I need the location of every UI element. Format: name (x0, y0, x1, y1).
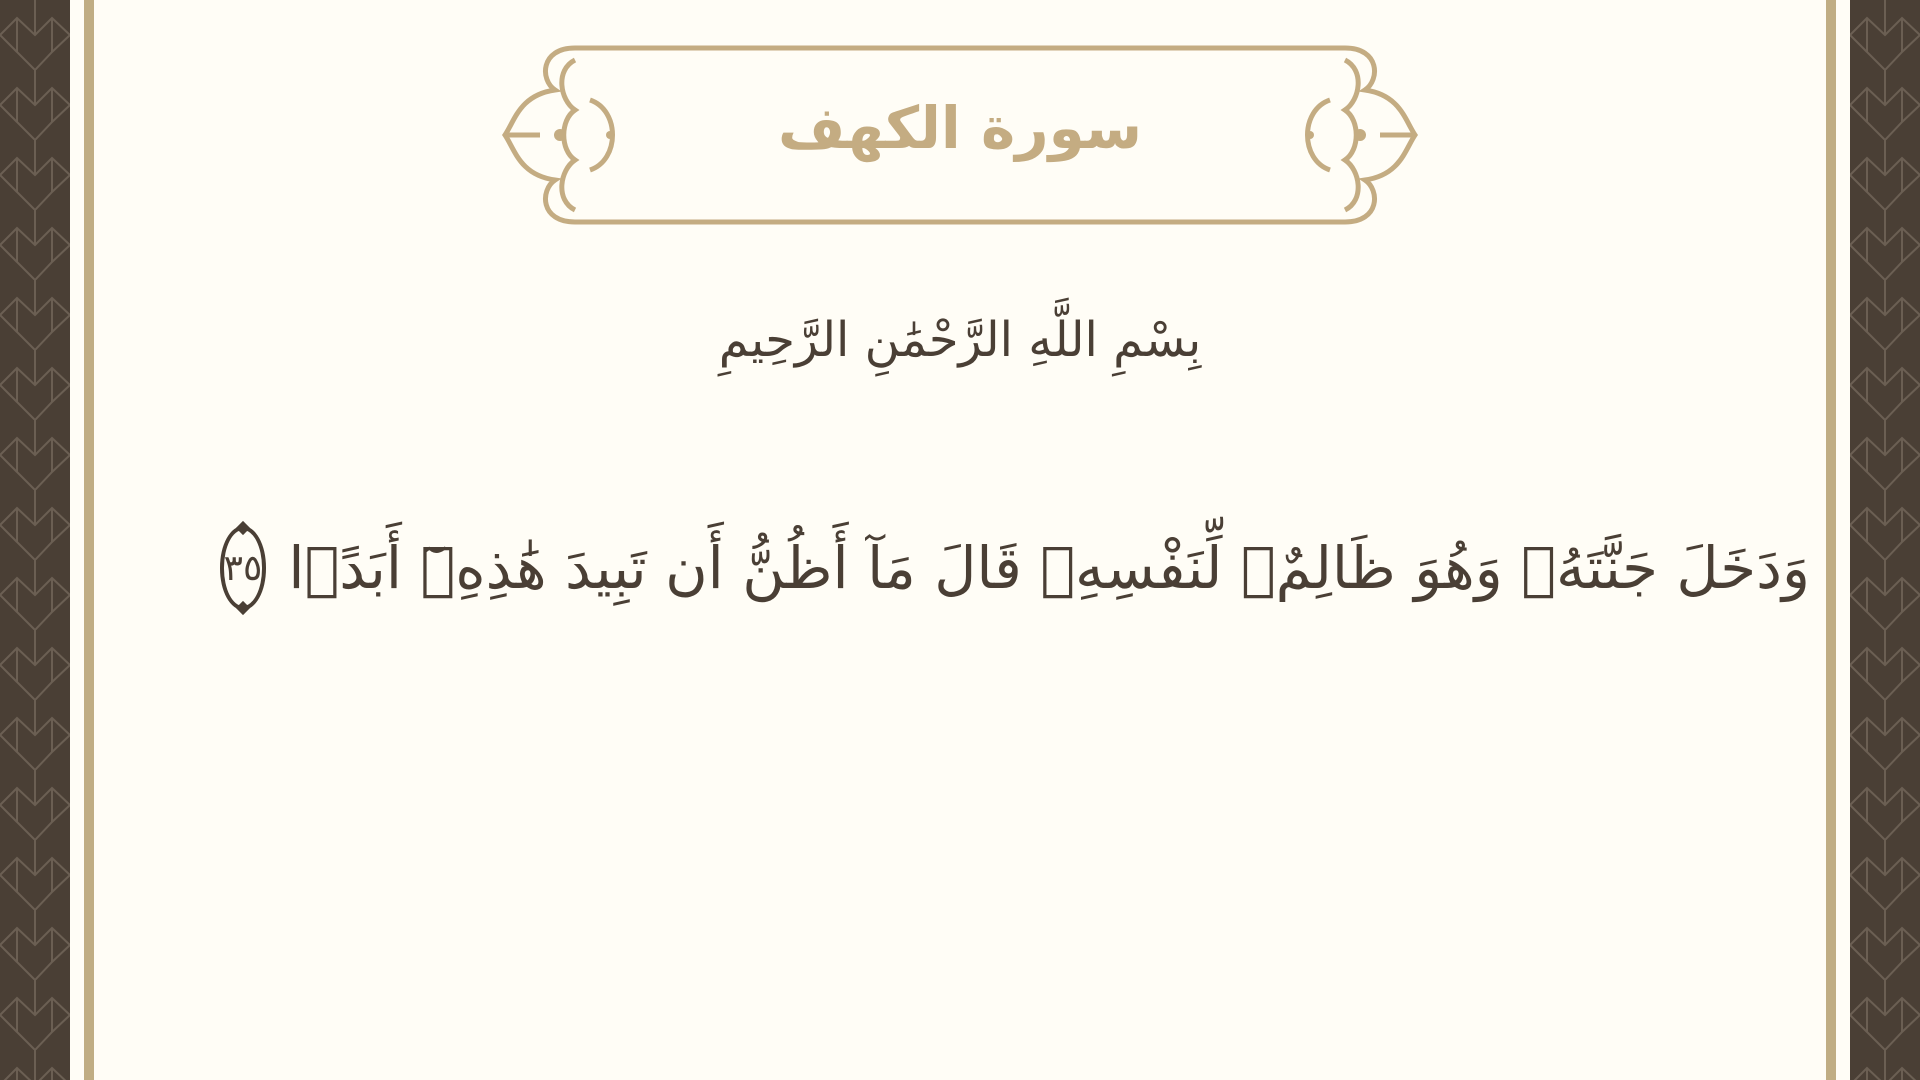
right-ornamental-border (1850, 0, 1920, 1080)
verse-line (223, 508, 1810, 628)
right-gold-rule (1826, 0, 1836, 1080)
left-ornamental-border (0, 0, 70, 1080)
surah-title: سورة الكهف (778, 94, 1142, 162)
left-gold-rule (84, 0, 94, 1080)
verse-text: وَدَخَلَ جَنَّتَهُۥ وَهُوَ ظَالِمٌۭ لِّنَفْسِهِۦ قَالَ مَآ أَظُنُّ أَن تَبِيدَ هَٰذِهِۦٓ أَبَدًۭا (288, 534, 1810, 602)
basmala: بِسْمِ اللَّهِ الرَّحْمَٰنِ الرَّحِيمِ (718, 312, 1202, 368)
verse-number-marker (220, 526, 267, 610)
verse-number: ٣٥ (223, 547, 263, 589)
